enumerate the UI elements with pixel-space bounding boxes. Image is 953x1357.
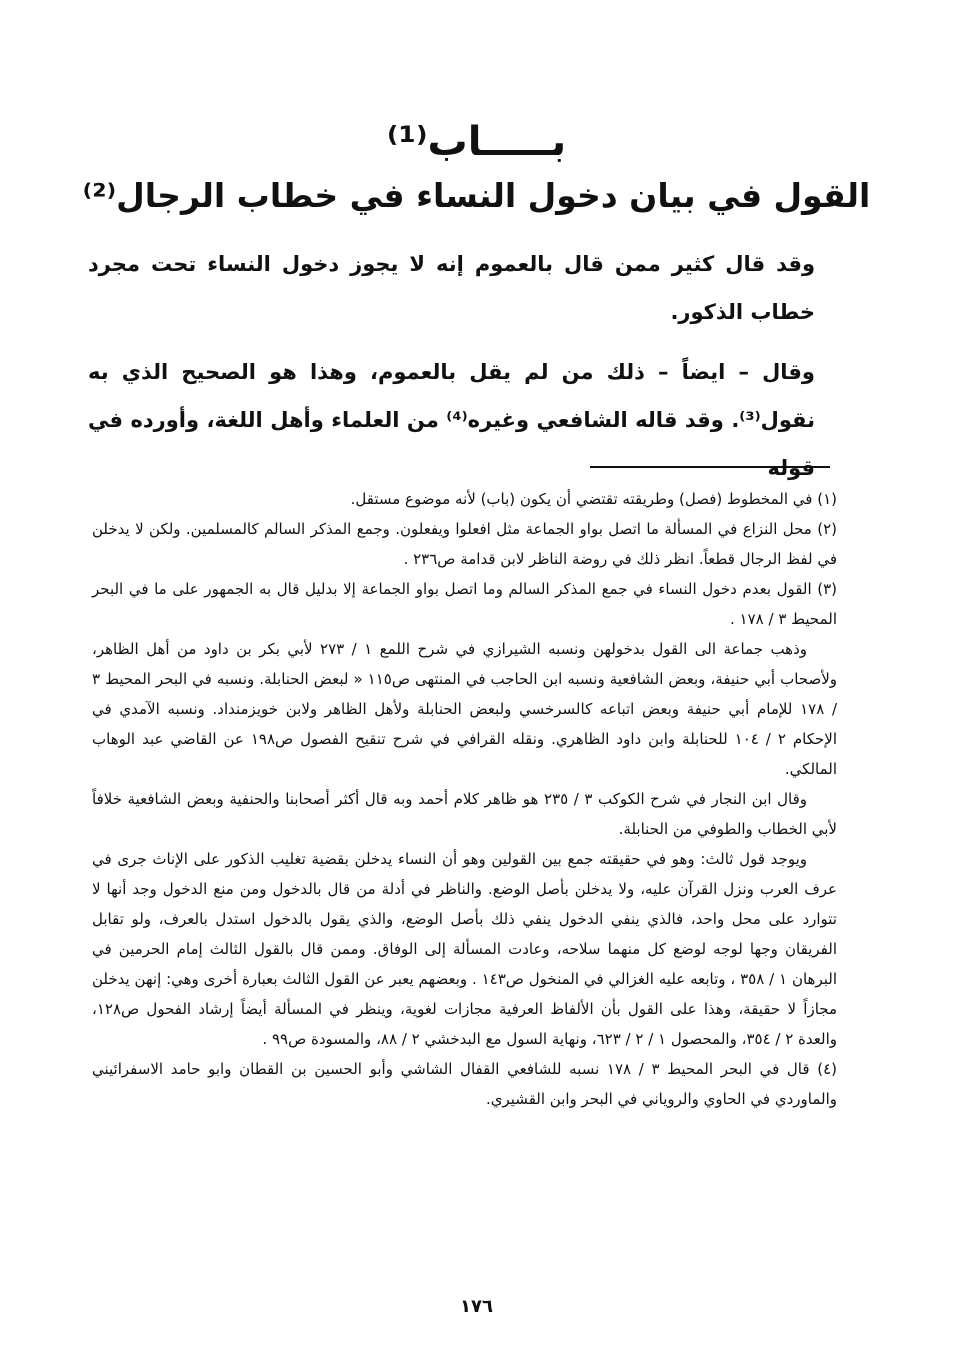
footnote-separator [590, 466, 830, 468]
footnote-1: (١) في المخطوط (فصل) وطريقته تقتضي أن يكون (باب) لأنه موضوع مستقل. [350, 490, 837, 508]
footnote-3: (٣) القول بعدم دخول النساء في جمع المذكر السالم وما اتصل بواو الجماعة إلا بدليل قال به الجمهور على ما في البحر المحيط ٣ / ١٧٨ . [92, 580, 837, 628]
footnote-4: (٤) قال في البحر المحيط ٣ / ١٧٨ نسبه للشافعي القفال الشاشي وأبو الحسين بن القطان وابو حامد الاسفرائيني والماوردي في الحاوي والروياني في البحر وابن القشيري. [92, 1060, 837, 1108]
footnote-3-continued: وذهب جماعة الى القول بدخولهن ونسبه الشيرازي في شرح اللمع ١ / ٢٧٣ لأبي بكر بن داود من أهل الظاهر، ولأصحاب أبي حنيفة، وبعض الشافعية ونسبه ابن الحاجب في المنتهى ص١١٥ « لبعض الحنابلة. ونسبه في البحر المحيط ٣ / ١٧٨ للإمام أبي حنيفة وبعض اتباعه كالسرخسي ولبعض الحنابلة ولأهل الظاهر ولابن خويزمنداد. ونسبه الآمدي في الإحكام ٢ / ١٠٤ للحنابلة وابن داود الظاهري. ونقله القرافي في شرح تنقيح الفصول ص١٩٨ عن القاضي عبد الوهاب المالكي. [92, 640, 838, 778]
chapter-title: بـــــاب⁽¹⁾ [386, 119, 567, 165]
footnote-3-continued: وقال ابن النجار في شرح الكوكب ٣ / ٢٣٥ هو ظاهر كلام أحمد وبه قال أكثر أصحابنا والحنفية وبعض الشافعية خلافاً لأبي الخطاب والطوفي من الحنابلة. [92, 790, 837, 838]
footnote-2: (٢) محل النزاع في المسألة ما اتصل بواو الجماعة مثل افعلوا ويفعلون. وجمع المذكر السالم كالمسلمين. ولكن لا يدخلن في لفظ الرجال قطعاً. انظر ذلك في روضة الناظر لابن قدامة ص٢٣٦ . [92, 520, 837, 568]
body-paragraph: وقد قال كثير ممن قال بالعموم إنه لا يجوز دخول النساء تحت مجرد خطاب الذكور. [88, 252, 815, 324]
footnote-3-continued: ويوجد قول ثالث: وهو في حقيقته جمع بين القولين وهو أن النساء يدخلن بقضية تغليب الذكور على الإناث جرى في عرف العرب ونزل القرآن عليه، ولا يدخلن بأصل الوضع. والناظر في أدلة من قال بالدخول ومن منع الدخول وجد أنها لا تتوارد على محل واحد، فالذي ينفي الدخول ينفي ذلك بأصل الوضع، والذي يقول بالدخول استدل بالعرف، ولو تقابل الفريقان وجها لوجه لوضع كل منهما سلاحه، وعادت المسألة إلى الوفاق. وممن قال بالقول الثالث إمام الحرمين في البرهان ١ / ٣٥٨ ، وتابعه عليه الغزالي في المنخول ص١٤٣ . وبعضهم يعبر عن القول الثالث بعبارة أخرى وهي: إنهن يدخلن مجازاً لا حقيقة، وهذا على القول بأن الألفاظ العرفية مجازات لغوية، وينظر في المسألة أيضاً إرشاد الفحول ص١٢٨، والعدة ٢ / ٣٥٤، والمحصول ١ / ٢ / ٦٢٣، ونهاية السول مع البدخشي ٢ / ٨٨، والمسودة ص٩٩ . [92, 850, 837, 1048]
footnotes [92, 484, 837, 1114]
body-paragraph: وقال – ايضاً – ذلك من لم يقل بالعموم، وهذا هو الصحيح الذي به نقول⁽³⁾. وقد قاله الشافعي وغيره⁽⁴⁾ من العلماء وأهل اللغة، وأورده في قوله [88, 360, 815, 480]
page-number: ١٧٦ [460, 1296, 493, 1317]
section-title: القول في بيان دخول النساء في خطاب الرجال⁽²⁾ [82, 176, 871, 215]
